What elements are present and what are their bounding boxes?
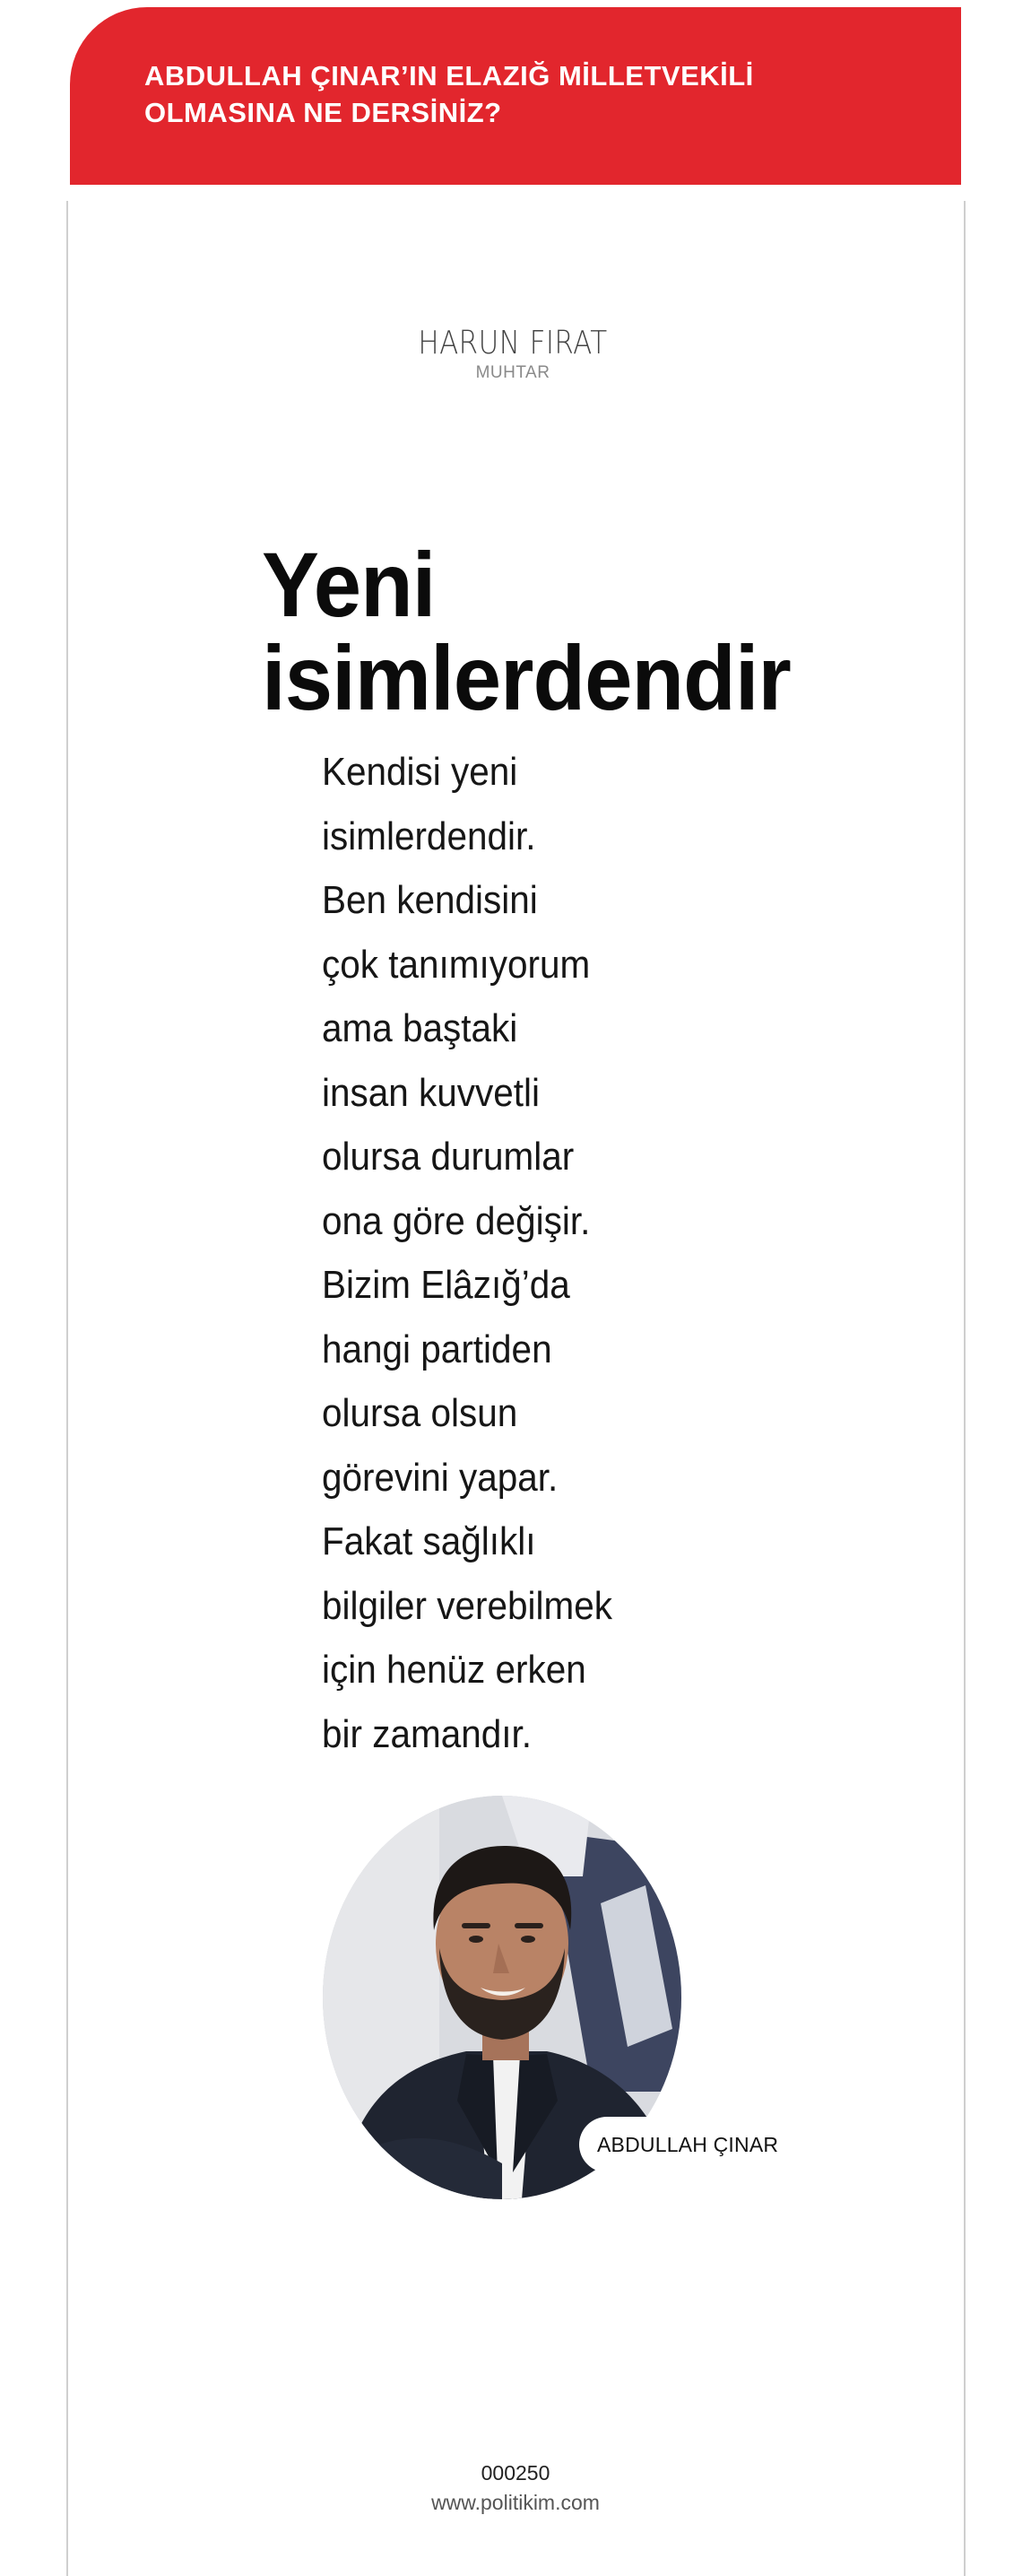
quote-line: için henüz erken: [322, 1648, 586, 1692]
quote-line: görevini yapar.: [322, 1455, 559, 1500]
photo-caption: ABDULLAH ÇINAR: [579, 2117, 796, 2172]
quote-line: olursa olsun: [322, 1391, 518, 1435]
quote-line: Ben kendisini: [322, 878, 538, 922]
right-frame-divider: [964, 201, 966, 2576]
quote-line: Kendisi yeni: [322, 750, 518, 794]
headline-line-1: Yeni: [262, 534, 436, 636]
byline: [334, 325, 692, 383]
quote-line: bir zamandır.: [322, 1711, 532, 1756]
header-banner: [70, 7, 961, 185]
footer-url[interactable]: www.politikim.com: [431, 2491, 600, 2514]
quote-line: ama baştaki: [322, 1006, 518, 1050]
footer: [336, 2458, 695, 2517]
left-frame-divider: [66, 201, 68, 2576]
headline-line-2: isimlerdendir: [262, 627, 791, 729]
byline-role: MUHTAR: [475, 363, 550, 382]
quote-text: [322, 740, 701, 1766]
quote-line: olursa durumlar: [322, 1135, 575, 1179]
header-title: ABDULLAH ÇINAR’IN ELAZIĞ MİLLETVEKİLİ OLMASINA NE DERSİNİZ?: [144, 60, 754, 128]
quote-line: çok tanımıyorum: [322, 942, 591, 987]
quote-line: isimlerdendir.: [322, 814, 536, 858]
quote-line: bilgiler verebilmek: [322, 1583, 612, 1628]
quote-line: Bizim Elâzığ’da: [322, 1263, 570, 1307]
quote-line: ona göre değişir.: [322, 1198, 591, 1243]
quote-line: hangi partiden: [322, 1327, 552, 1371]
quote-line: insan kuvvetli: [322, 1070, 541, 1115]
quote-line: Fakat sağlıklı: [322, 1519, 536, 1563]
headline: [262, 534, 852, 729]
footer-code: 000250: [481, 2461, 550, 2485]
byline-name: HARUN FIRAT: [418, 325, 608, 361]
